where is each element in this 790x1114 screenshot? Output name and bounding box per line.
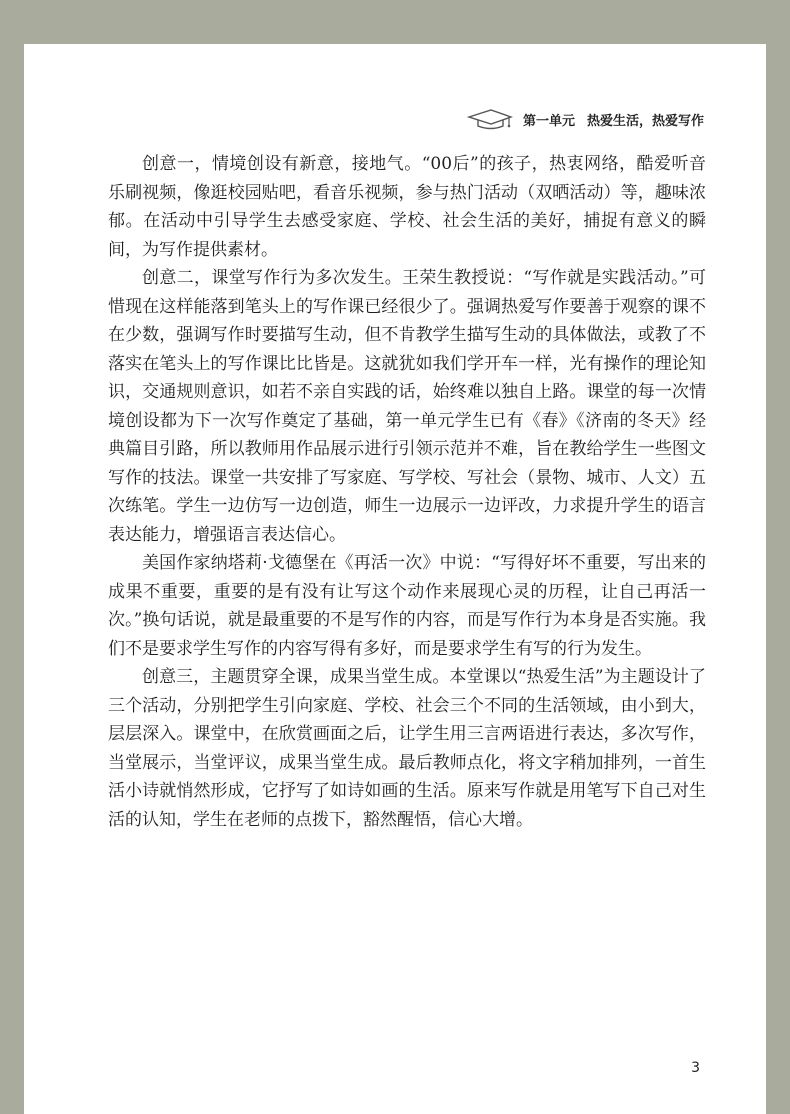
page-number: 3 <box>691 1060 700 1076</box>
body-text <box>108 150 706 834</box>
paragraph: 创意二，课堂写作行为多次发生。王荣生教授说：“写作就是实践活动。”可惜现在这样能落到笔头上的写作课已经很少了。强调热爱写作要善于观察的课不在少数，强调写作时要描写生动，但不肯教学生描写生动的具体做法，或教了不落实在笔头上的写作课比比皆是。这就犹如我们学开车一样，光有操作的理论知识，交通规则意识，如若不亲自实践的话，始终难以独自上路。课堂的每一次情境创设都为下一次写作奠定了基础，第一单元学生已有《春》《济南的冬天》经典篇目引路，所以教师用作品展示进行引领示范并不难，旨在教给学生一些图文写作的技法。课堂一共安排了写家庭、写学校、写社会（景物、城市、人文）五次练笔。学生一边仿写一边创造，师生一边展示一边评改，力求提升学生的语言表达能力，增强语言表达信心。 <box>108 268 706 545</box>
paragraph: 创意三，主题贯穿全课，成果当堂生成。本堂课以“热爱生活”为主题设计了三个活动，分别把学生引向家庭、学校、社会三个不同的生活领域，由小到大，层层深入。课堂中，在欣赏画面之后，让学生用三言两语进行表达，多次写作，当堂展示，当堂评议，成果当堂生成。最后教师点化，将文字稍加排列，一首生活小诗就悄然形成，它抒写了如诗如画的生活。原来写作就是用笔写下自己对生活的认知，学生在老师的点拨下，豁然醒悟，信心大增。 <box>108 667 706 830</box>
unit-label: 第一单元 <box>522 113 575 129</box>
unit-theme: 热爱生活，热爱写作 <box>586 113 704 129</box>
mortarboard-icon <box>467 108 513 130</box>
paragraph: 美国作家纳塔莉·戈德堡在《再活一次》中说：“写得好坏不重要，写出来的成果不重要，重要的是有没有让写这个动作来展现心灵的历程，让自己再活一次。”换句话说，就是最重要的不是写作的内容，而是写作行为本身是否实施。我们不是要求学生写作的内容写得有多好，而是要求学生有写的行为发生。 <box>108 553 706 659</box>
running-header <box>467 108 704 130</box>
paragraph: 创意一，情境创设有新意，接地气。“00后”的孩子，热衷网络，酷爱听音乐刷视频，像逛校园贴吧，看音乐视频，参与热门活动（双晒活动）等，趣味浓郁。在活动中引导学生去感受家庭、学校、社会生活的美好，捕捉有意义的瞬间，为写作提供素材。 <box>108 154 706 260</box>
book-page <box>24 44 766 1114</box>
